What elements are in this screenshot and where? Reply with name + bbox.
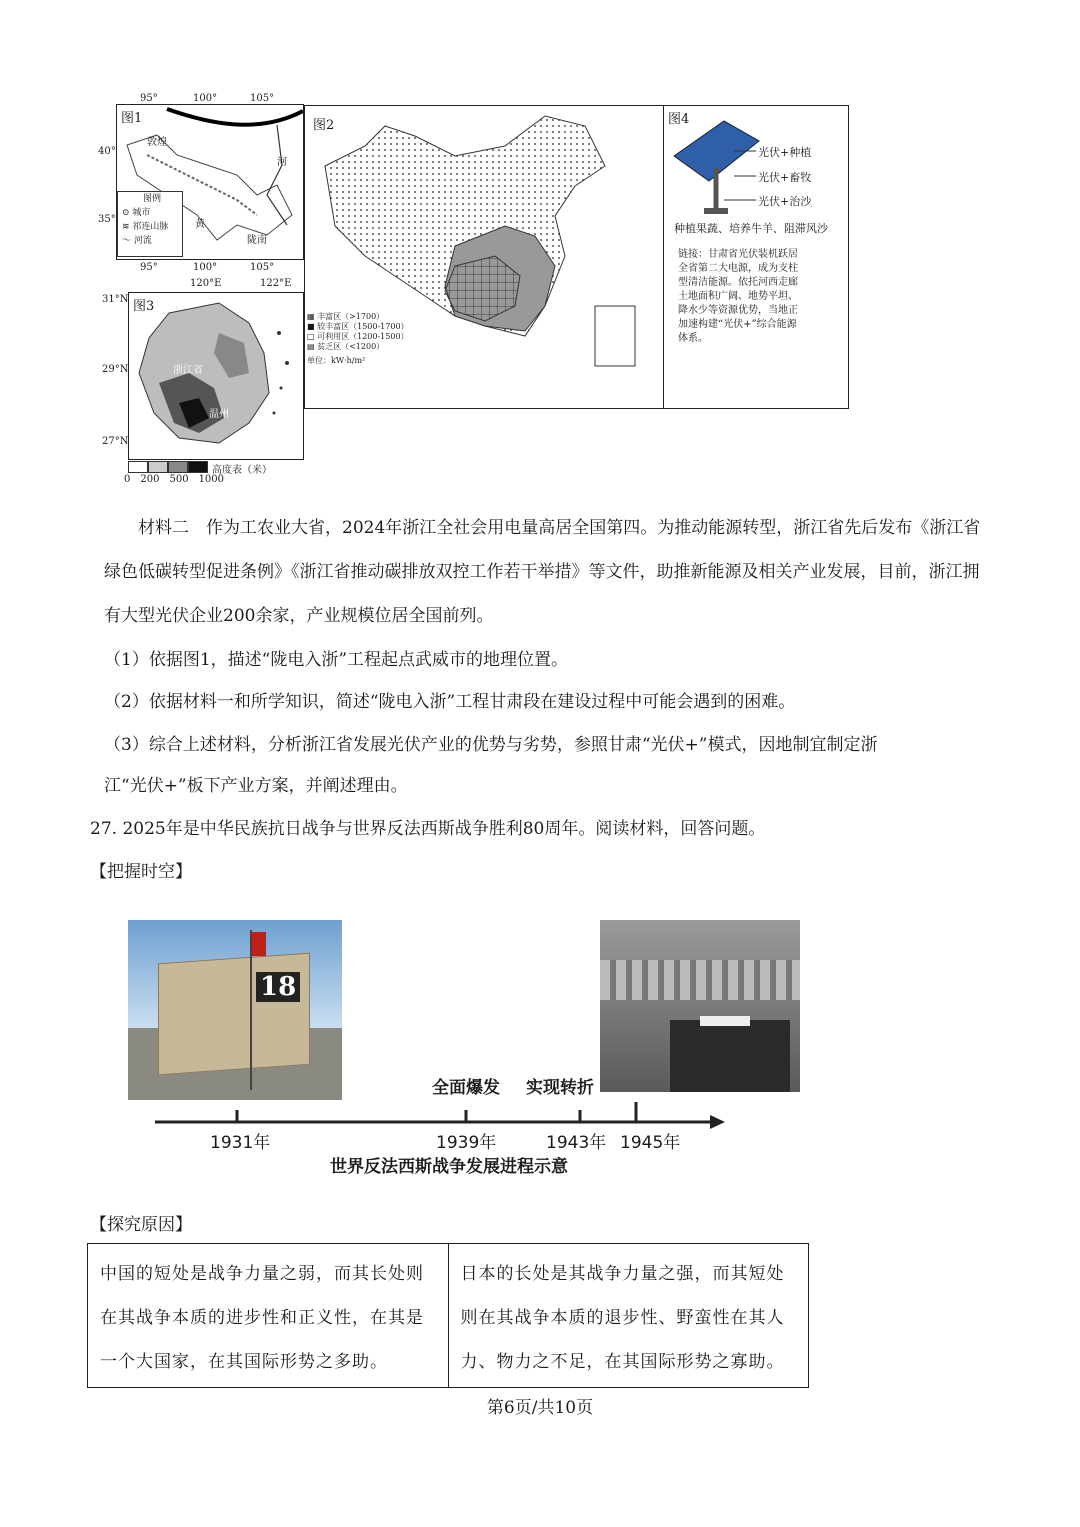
scale-value-0: 0 [124,474,131,485]
figure-1-label: 图1 [121,111,143,126]
figure-4-link-text: 链接：甘肃省光伏装机跃居全省第二大电源，成为支柱型清洁能源。依托河西走廊土地面积广阔、地势平坦、降水少等资源优势，当地正加速构建“光伏+”综合能源体系。 [678,249,798,344]
document-shape [700,1016,750,1026]
monument-number: 18 [256,972,300,1002]
legend-river-label: 河流 [133,236,152,246]
legend-fairly-rich: ■ 较丰富区（1500-1700） [307,322,409,331]
table-shape [670,1020,790,1092]
place-wenzhou: 温州 [209,409,229,420]
timeline-title: 世界反法西斯战争发展进程示意 [330,1157,568,1177]
fig3-lat-3: 27°N [102,436,129,447]
fig1-lat-1: 40° [98,146,116,157]
place-dunhuang: 敦煌 [147,137,167,148]
callout-livestock: 光伏+畜牧 [758,171,812,184]
scale-values [124,474,224,485]
legend-poor: ▤ 贫乏区（<1200） [307,342,385,351]
question-1: （1）依据图1，描述“陇电入浙”工程起点武威市的地理位置。 [104,650,569,670]
fig1-lon-top-2: 100° [193,93,218,104]
question-3-line-2: 江“光伏+”板下产业方案，并阐述理由。 [104,776,408,796]
legend-mountain: ≋ 祁连山脉 [122,222,169,232]
legend-usable-label: 可利用区（1200-1500） [317,332,409,341]
place-longnan: 陇南 [247,235,267,246]
legend-poor-label: 贫乏区（<1200） [317,342,385,351]
scale-step-3 [168,461,188,473]
legend-rich: ▦ 丰富区（>1700） [307,312,385,321]
scale-title: 高度表（米） [212,465,272,476]
figure-4-caption: 种植果蔬、培养牛羊、阻滞风沙 [674,222,828,235]
legend-unit: 单位：kW·h/m² [307,356,366,365]
callout-sand-control: 光伏+治沙 [758,195,812,208]
fig3-lon-1: 120°E [190,278,222,289]
question-2: （2）依据材料一和所学知识，简述“陇电入浙”工程甘肃段在建设过程中可能会遇到的困难。 [104,692,796,712]
legend-city: ⊙ 城市 [122,208,151,218]
section-grasp-time-space: 【把握时空】 [90,862,192,882]
material-two-paragraph: 材料二 作为工农业大省，2024年浙江全社会用电量高居全国第四。为推动能源转型，浙江省先后发布《浙江省绿色低碳转型促进条例》《浙江省推动碳排放双控工作若干举措》等文件，助推新能源及相关产业发展，目前，浙江拥有大型光伏企业200余家，产业规模位居全国前列。 [104,518,981,626]
figure-1-gansu-map [116,104,304,260]
year-1931: 1931年 [210,1133,271,1153]
event-full-outbreak: 全面爆发 [432,1078,500,1098]
surrender-photo [600,920,800,1092]
section-explore-causes: 【探究原因】 [90,1215,192,1235]
fig1-lon-top-3: 105° [250,93,275,104]
fig1-lon-bottom-1: 95° [140,262,158,273]
flag [252,932,266,956]
figure-4-pv-model [663,105,849,409]
scale-step-2 [148,461,168,473]
table-cell-china: 中国的短处是战争力量之弱，而其长处则在其战争本质的进步性和正义性，在其是一个大国家，在其国际形势之多助。 [100,1264,424,1372]
legend-title: 图例 [142,194,161,204]
callout-planting: 光伏+种植 [758,146,812,159]
scale-value-200: 200 [140,474,160,485]
legend-mountain-label: 祁连山脉 [132,222,169,232]
fig1-lon-bottom-3: 105° [250,262,275,273]
legend-usable: □ 可利用区（1200-1500） [307,332,409,341]
elevation-scale [128,461,304,476]
legend-city-label: 城市 [132,208,151,218]
scale-value-500: 500 [169,474,189,485]
solar-panel-svg [664,116,848,226]
year-1945: 1945年 [620,1133,681,1153]
fig1-lat-2: 35° [98,214,116,225]
fig1-lon-bottom-2: 100° [193,262,218,273]
figure-2-china-solar-map [304,105,666,409]
figure-3-label: 图3 [133,299,155,314]
scale-value-1000: 1000 [198,474,225,485]
fig3-lat-1: 31°N [102,294,129,305]
legend-river: ～ 河流 [122,236,152,246]
question-27: 27. 2025年是中华民族抗日战争与世界反法西斯战争胜利80周年。阅读材料，回答问题。 [90,819,766,839]
legend-rich-label: 丰富区（>1700） [317,312,385,321]
year-1943: 1943年 [546,1133,607,1153]
fig3-lat-2: 29°N [102,364,129,375]
fig3-lon-2: 122°E [260,278,292,289]
year-1939: 1939年 [436,1133,497,1153]
causes-table [87,1243,809,1388]
figure-4-label: 图4 [668,112,690,127]
table-cell-japan: 日本的长处是其战争力量之强，而其短处则在其战争本质的退步性、野蛮性在其人力、物力之不足，在其国际形势之寡助。 [448,1244,809,1387]
fig1-lon-top-1: 95° [140,93,158,104]
place-he: 河 [277,157,287,168]
crowd-shape [600,960,800,1000]
scale-step-1 [128,461,148,473]
question-3-line-1: （3）综合上述材料，分析浙江省发展光伏产业的优势与劣势，参照甘肃“光伏+”模式，因地制宜制定浙 [104,735,878,755]
figure-2-legend [307,312,409,366]
monument-photo [128,920,342,1100]
page-footer: 第6页/共10页 [486,1398,594,1418]
place-zhejiang: 浙江省 [173,365,203,376]
figure-2-label: 图2 [313,118,335,133]
figure-3-zhejiang-map [128,292,304,460]
figure-1-legend [117,191,183,257]
event-turning-point: 实现转折 [526,1078,594,1098]
legend-fairly-rich-label: 较丰富区（1500-1700） [317,322,409,331]
place-huang: 黄 [195,219,205,230]
scale-step-4 [188,461,208,473]
zhejiang-map-svg [129,293,303,459]
